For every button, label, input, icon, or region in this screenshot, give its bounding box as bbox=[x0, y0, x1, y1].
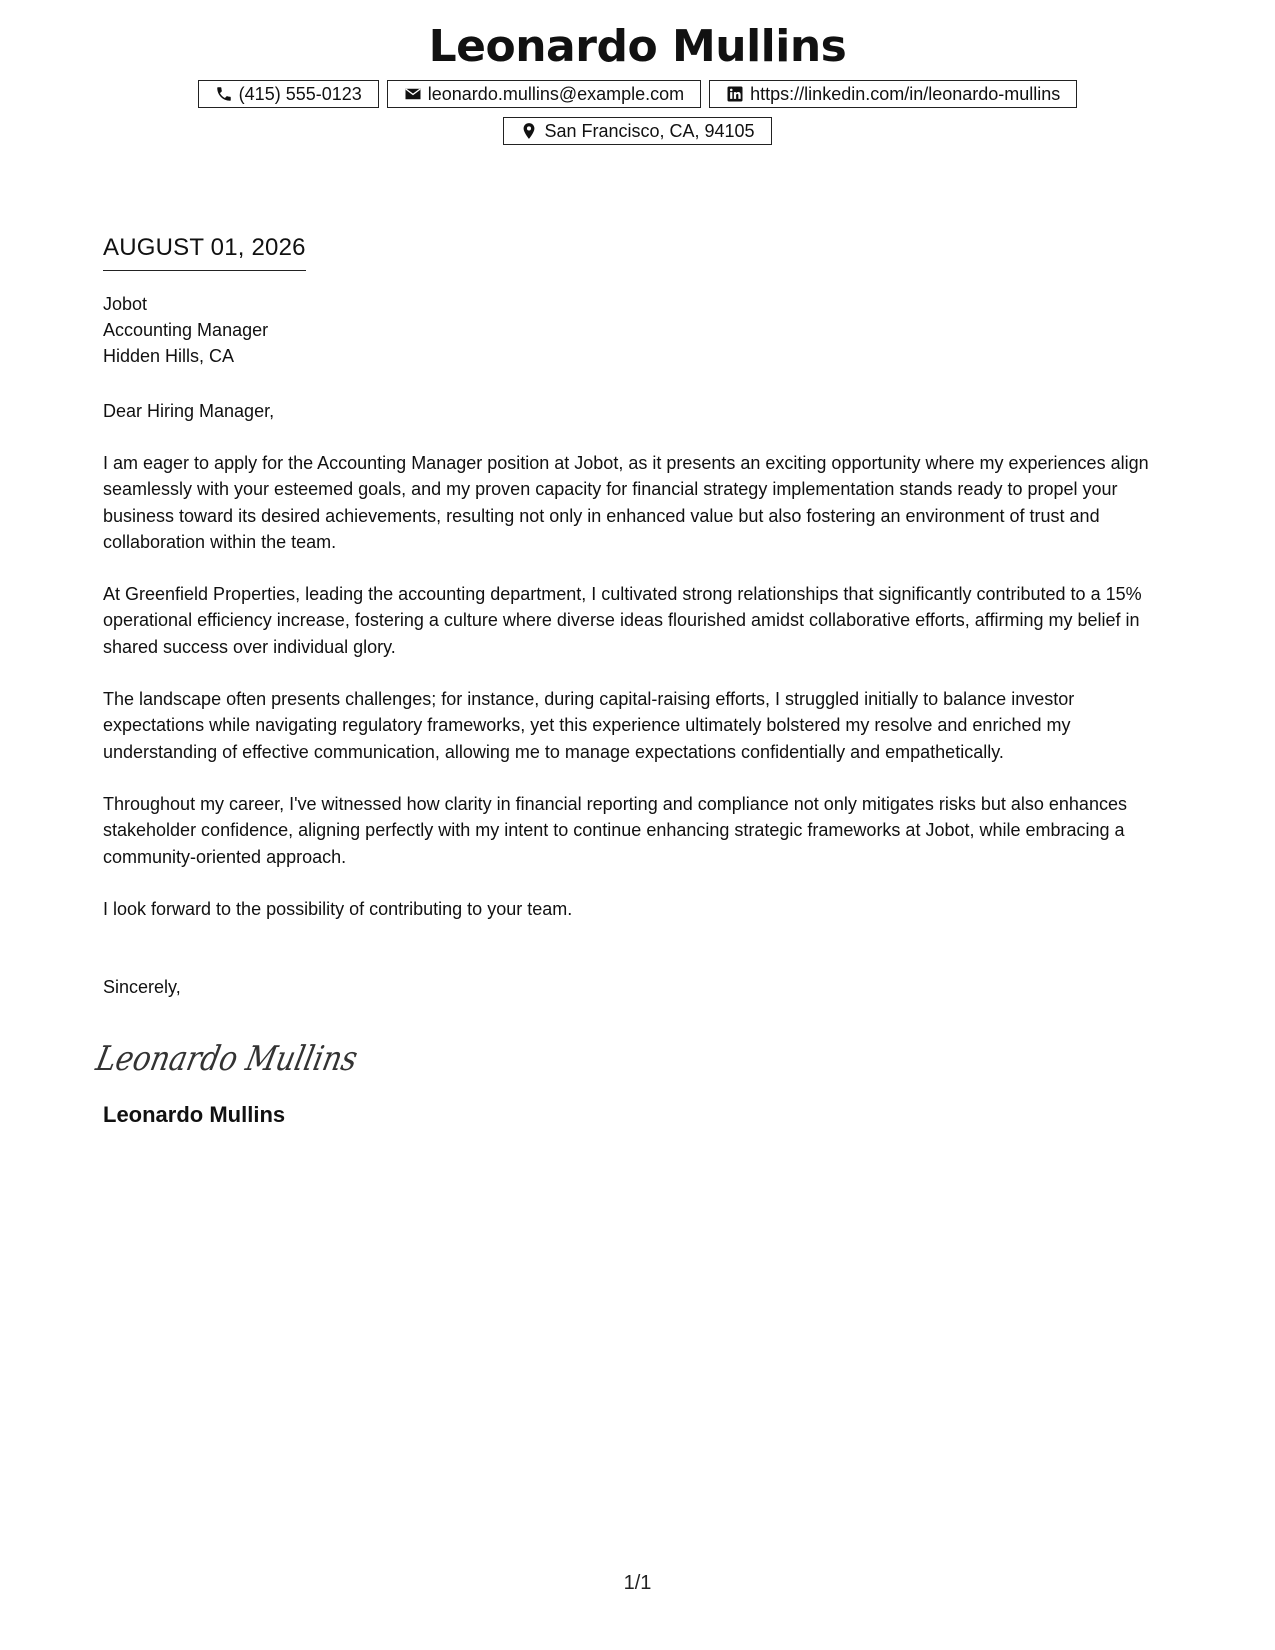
linkedin-icon bbox=[726, 85, 744, 103]
recipient-block bbox=[103, 291, 1175, 369]
paragraph-4: Throughout my career, I've witnessed how clarity in financial reporting and compliance not only mitigates risks but also enhances stakeholder confidence, aligning perfectly with my intent to continue enhancing strategic frameworks at Jobot, while embracing a community-oriented approach. bbox=[103, 793, 1127, 867]
recipient-location: Hidden Hills, CA bbox=[103, 346, 235, 366]
paragraph-2: At Greenfield Properties, leading the accounting department, I cultivated strong relationships that significantly contributed to a 15% operational efficiency increase, fostering a culture where diverse ideas flourished amidst collaborative efforts, affirming my belief in shared success over individual glory. bbox=[103, 584, 1142, 657]
letter-date: AUGUST 01, 2026 bbox=[103, 232, 306, 271]
salutation: Dear Hiring Manager, bbox=[103, 401, 275, 421]
linkedin-text: https://linkedin.com/in/leonardo-mullins bbox=[750, 83, 1061, 104]
phone-icon bbox=[215, 85, 233, 103]
recipient-company: Jobot bbox=[103, 294, 148, 314]
email-text: leonardo.mullins@example.com bbox=[427, 83, 685, 104]
closing: Sincerely, bbox=[103, 977, 181, 998]
contact-email[interactable] bbox=[387, 80, 701, 108]
page-number: 1/1 bbox=[623, 1572, 652, 1594]
phone-text: (415) 555-0123 bbox=[238, 83, 362, 104]
location-text: San Francisco, CA, 94105 bbox=[544, 120, 755, 141]
contact-location bbox=[503, 117, 771, 145]
map-pin-icon bbox=[520, 122, 538, 140]
paragraph-1: I am eager to apply for the Accounting Manager position at Jobot, as it presents an exciting opportunity where my experiences align seamlessly with your esteemed goals, and my proven capacity for financial strategy implementation stands ready to propel your business toward its desired achievements, resulting not only in enhanced value but also fostering an environment of trust and collaboration within the team. bbox=[103, 453, 1149, 552]
signed-name: Leonardo Mullins bbox=[103, 1102, 286, 1128]
contact-row-primary bbox=[0, 80, 1275, 108]
contact-linkedin[interactable] bbox=[709, 80, 1077, 108]
envelope-icon bbox=[404, 85, 422, 103]
letter-body bbox=[92, 232, 1175, 1130]
applicant-name: Leonardo Mullins bbox=[428, 21, 847, 72]
handwritten-signature bbox=[92, 1030, 1175, 1086]
contact-row-secondary bbox=[0, 117, 1275, 145]
paragraph-5: I look forward to the possibility of contributing to your team. bbox=[103, 898, 573, 919]
recipient-position: Accounting Manager bbox=[103, 320, 269, 340]
signature-text: Leonardo Mullins bbox=[92, 1039, 405, 1080]
contact-phone bbox=[198, 80, 379, 108]
paragraph-3: The landscape often presents challenges; for instance, during capital-raising efforts, I struggled initially to balance investor expectations while navigating regulatory frameworks, yet this experience ultimately bolstered my resolve and enriched my understanding of effective communication, allowing me to manage expectations confidentially and empathetically. bbox=[103, 689, 1075, 762]
